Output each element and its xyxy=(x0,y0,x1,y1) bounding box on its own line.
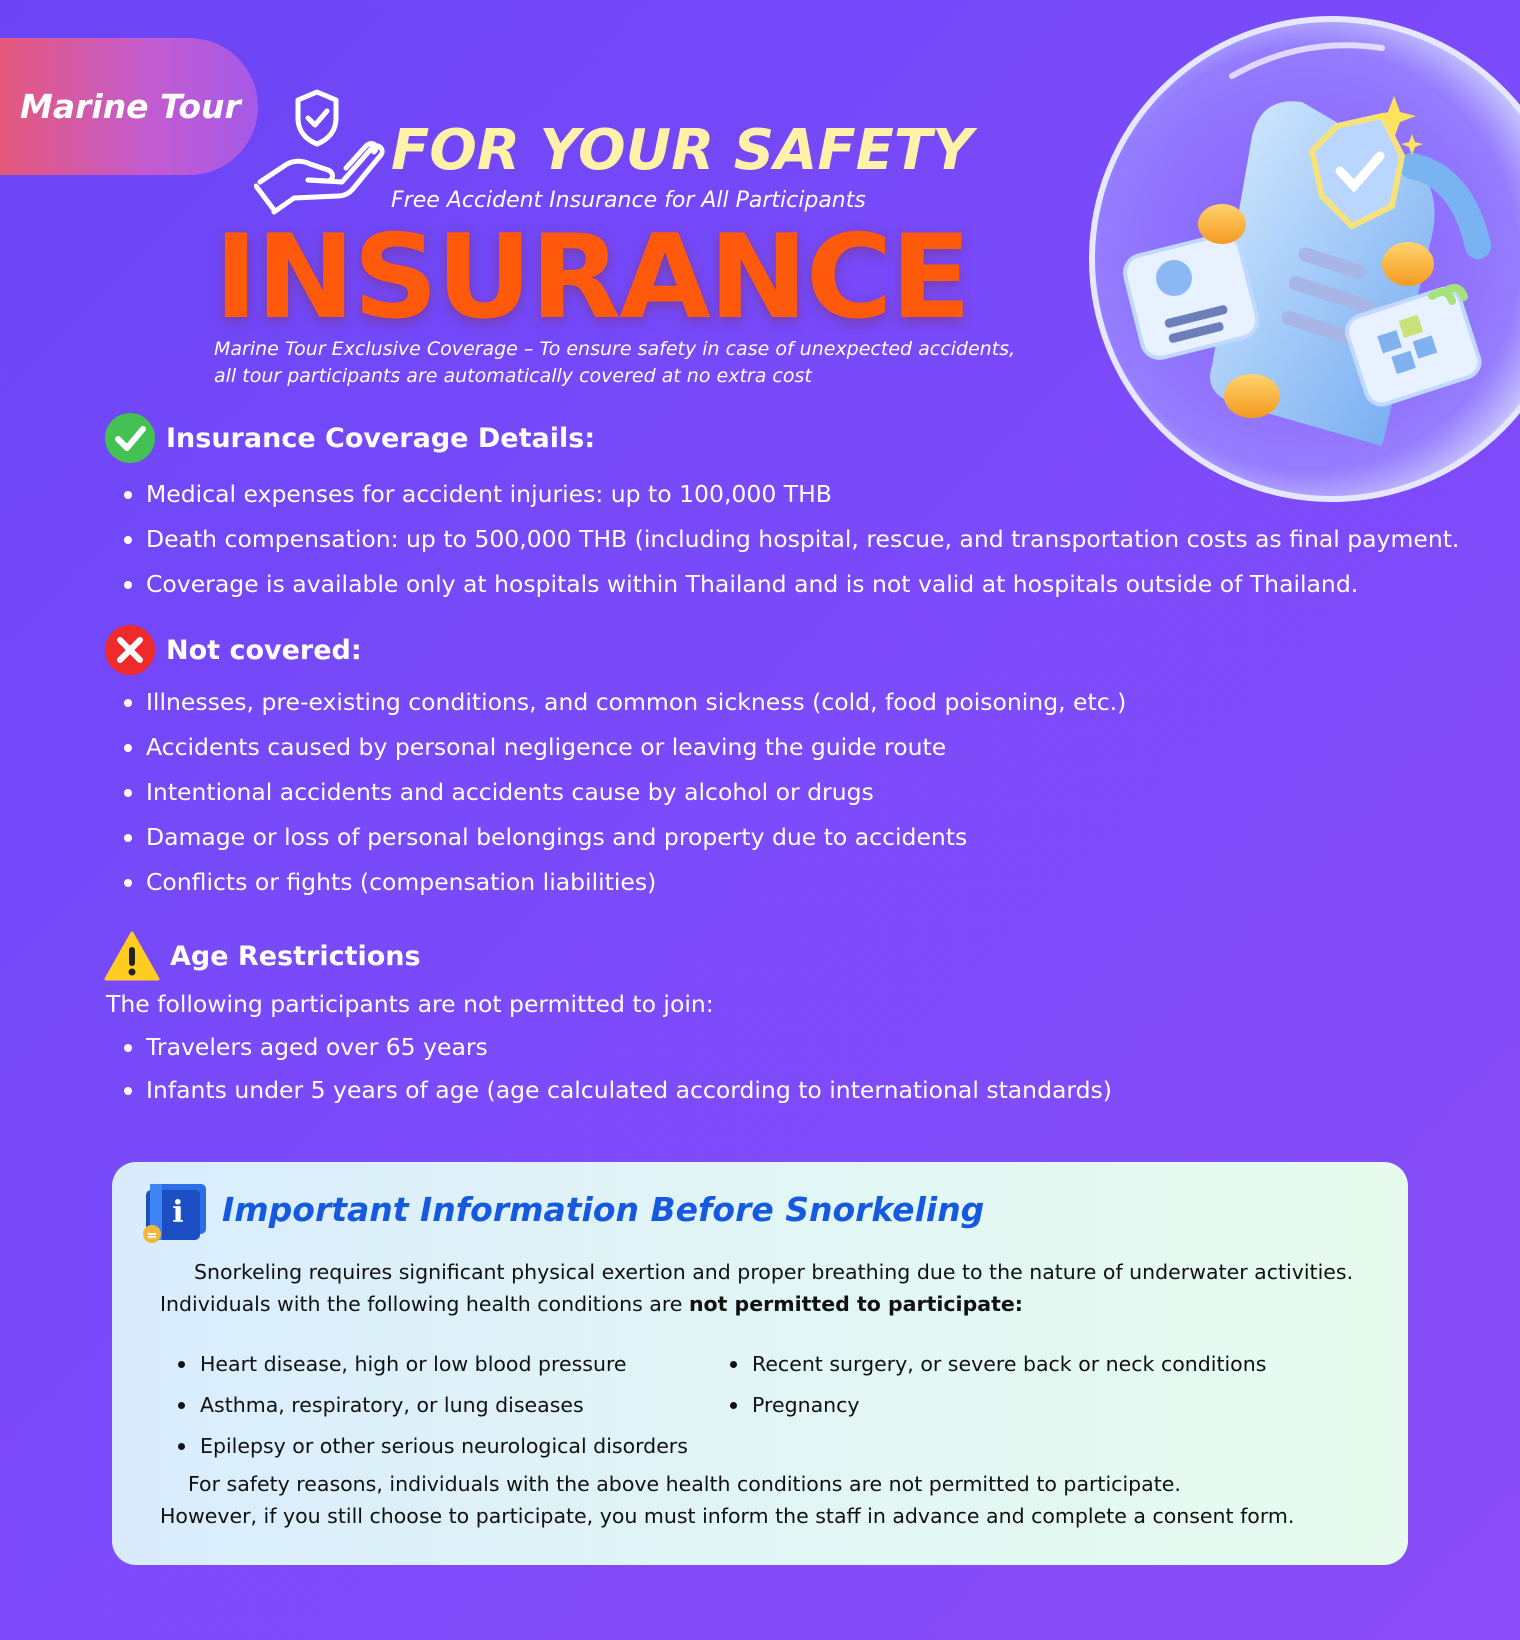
list-item: Travelers aged over 65 years xyxy=(106,1026,1112,1069)
list-item: Medical expenses for accident injuries: up to 100,000 THB xyxy=(106,472,1459,517)
list-item: Accidents caused by personal negligence or leaving the guide route xyxy=(106,725,1126,770)
conditions-list-left xyxy=(166,1344,688,1467)
list-item: Recent surgery, or severe back or neck conditions xyxy=(718,1344,1266,1385)
warning-icon xyxy=(104,930,160,982)
list-item: Conflicts or fights (compensation liabilities) xyxy=(106,860,1126,905)
list-item: Death compensation: up to 500,000 THB (including hospital, rescue, and transportation costs as final payment. xyxy=(106,517,1459,562)
card-intro-line-2: Individuals with the following health conditions are xyxy=(160,1292,689,1316)
not-covered-heading xyxy=(104,624,362,676)
coverage-list xyxy=(106,472,1459,607)
header-title: FOR YOUR SAFETY xyxy=(391,118,973,183)
brand-label: Marine Tour xyxy=(20,87,241,126)
list-item: Coverage is available only at hospitals within Thailand and is not valid at hospitals outside of Thailand. xyxy=(106,562,1459,607)
age-list xyxy=(106,1026,1112,1112)
x-circle-icon xyxy=(104,624,156,676)
list-item: Damage or loss of personal belongings and property due to accidents xyxy=(106,815,1126,860)
card-intro-line-1: Snorkeling requires significant physical exertion and proper breathing due to the nature of underwater activities. xyxy=(194,1260,1354,1284)
list-item: Illnesses, pre-existing conditions, and common sickness (cold, food poisoning, etc.) xyxy=(106,680,1126,725)
card-footer-line-2: However, if you still choose to participate, you must inform the staff in advance and complete a consent form. xyxy=(160,1504,1295,1528)
not-covered-heading-text: Not covered: xyxy=(166,634,362,666)
list-item: Heart disease, high or low blood pressure xyxy=(166,1344,688,1385)
header-subtitle: Free Accident Insurance for All Participants xyxy=(391,188,866,213)
age-heading-text: Age Restrictions xyxy=(170,940,421,972)
card-intro-paragraph xyxy=(160,1256,1400,1320)
intro-text xyxy=(214,336,1074,390)
card-intro-bold: not permitted to participate: xyxy=(688,1292,1023,1316)
insurance-headline: INSURANCE xyxy=(214,210,970,345)
age-lead-text: The following participants are not permitted to join: xyxy=(106,990,714,1018)
check-circle-icon xyxy=(104,412,156,464)
card-title: Important Information Before Snorkeling xyxy=(222,1190,985,1229)
info-card xyxy=(112,1162,1408,1565)
list-item: Asthma, respiratory, or lung diseases xyxy=(166,1385,688,1426)
card-footer-paragraph xyxy=(160,1468,1400,1532)
intro-line-2: all tour participants are automatically covered at no extra cost xyxy=(214,365,812,387)
age-heading xyxy=(104,930,421,982)
list-item: Infants under 5 years of age (age calculated according to international standards) xyxy=(106,1069,1112,1112)
hand-shield-icon xyxy=(254,86,386,216)
coverage-heading xyxy=(104,412,595,464)
intro-line-1: Marine Tour Exclusive Coverage – To ensure safety in case of unexpected accidents, xyxy=(214,338,1016,360)
conditions-list-right xyxy=(718,1344,1266,1426)
not-covered-list xyxy=(106,680,1126,905)
svg-text:i: i xyxy=(172,1195,184,1230)
card-footer-line-1: For safety reasons, individuals with the above health conditions are not permitted to participate. xyxy=(188,1472,1181,1496)
brand-badge xyxy=(0,38,258,175)
coverage-heading-text: Insurance Coverage Details: xyxy=(166,422,596,454)
list-item: Epilepsy or other serious neurological disorders xyxy=(166,1426,688,1467)
list-item: Intentional accidents and accidents cause by alcohol or drugs xyxy=(106,770,1126,815)
info-book-icon xyxy=(140,1182,208,1244)
list-item: Pregnancy xyxy=(718,1385,1266,1426)
insurance-bubble-illustration xyxy=(1082,16,1520,502)
